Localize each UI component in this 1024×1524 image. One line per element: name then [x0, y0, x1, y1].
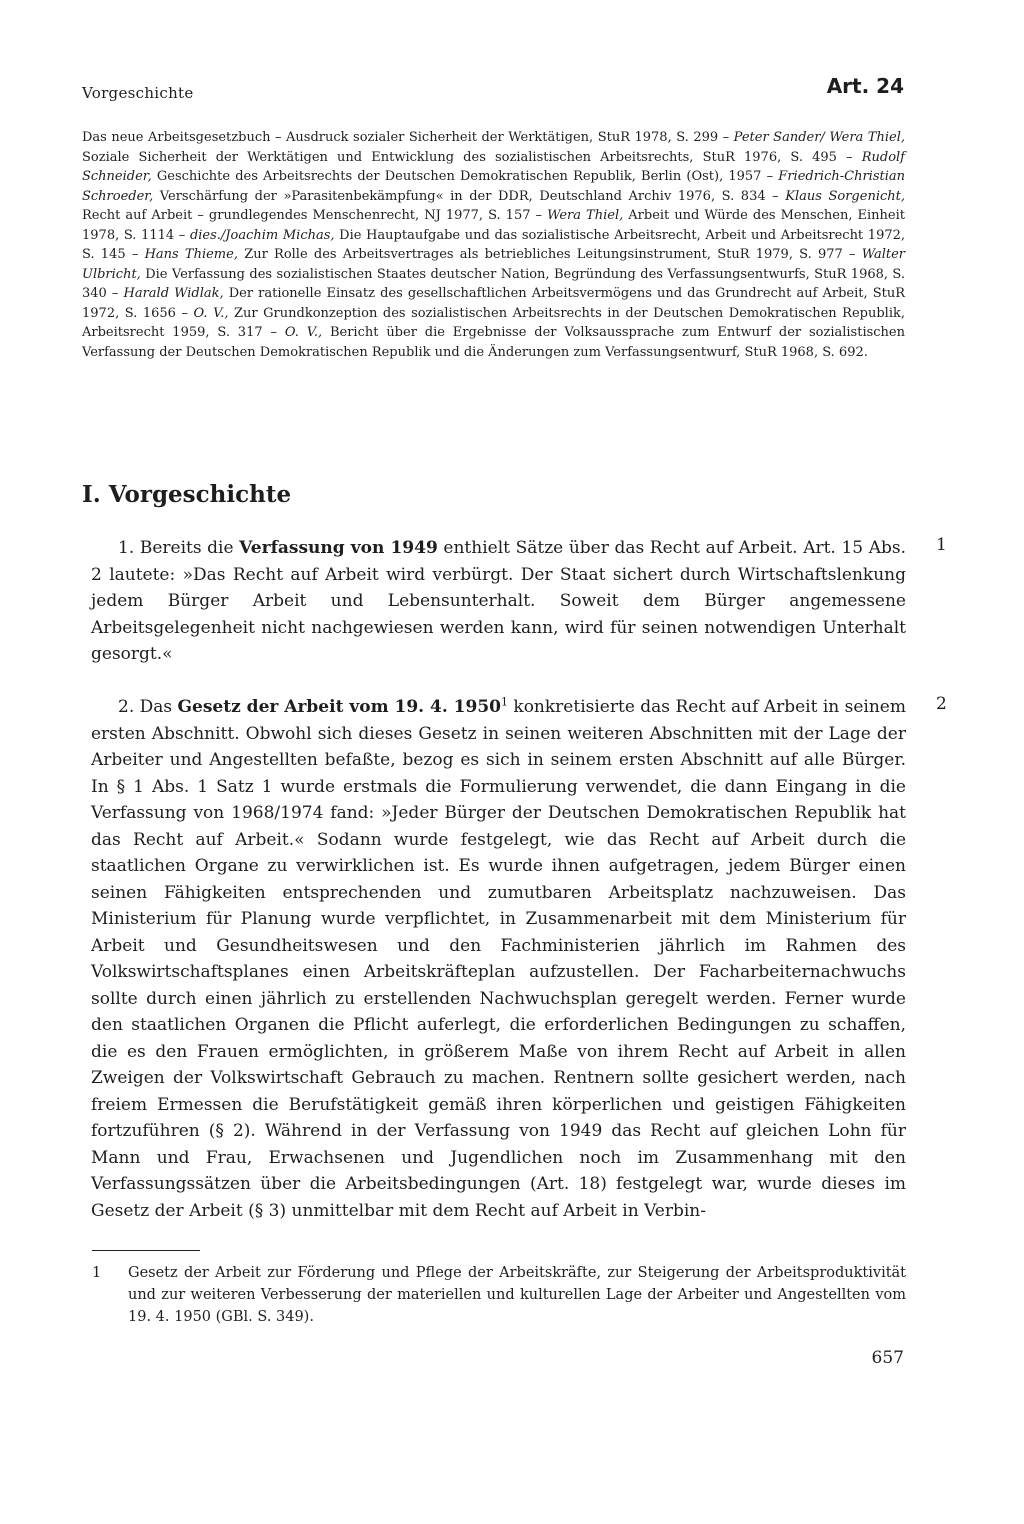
lit-author: Peter Sander/ Wera Thiel, [733, 130, 905, 145]
paragraph-emphasis: Gesetz der Arbeit vom 19. 4. 1950 [177, 697, 501, 717]
page-number: 657 [871, 1348, 904, 1368]
lit-author: Walter Ulbricht, [82, 247, 905, 282]
literature-list [82, 128, 905, 362]
paragraph-text: konkretisierte das Recht auf Arbeit in seinem ersten Abschnitt. Obwohl sich dieses Gesetz in seinen weiteren Abschnitten mit der Lage der Arbeiter und Angestellten befaßte, bezog es sich in seinem ersten Abschnitt auf alle Bürger. In § 1 Abs. 1 Satz 1 wurde erstmals die Formulierung verwendet, die dann Eingang in die Verfassung von 1968/1974 fand: »Jeder Bürger der Deutschen Demokratischen Republik hat das Recht auf Arbeit.« Sodann wurde festgelegt, wie das Recht auf Arbeit durch die staatlichen Organe zu verwirklichen ist. Es wurde ihnen aufgetragen, jedem Bürger einen seinen Fähigkeiten entsprechenden und zumutbaren Arbeitsplatz nachzuweisen. Das Ministerium für Planung wurde verpflichtet, in Zusammenarbeit mit dem Ministerium für Arbeit und Gesundheitswesen und den Fachministerien jährlich im Rahmen des Volkswirtschaftsplanes einen Arbeitskräfteplan aufzustellen. Der Facharbeiternachwuchs sollte durch einen jährlich zu erstellenden Nachwuchsplan geregelt werden. Ferner wurde den staatlichen Organen die Pflicht auferlegt, die erforderlichen Bedingungen zu schaffen, die es den Frauen ermöglichten, in größerem Maße von ihrem Recht auf Arbeit in allen Zweigen der Volkswirtschaft Gebrauch zu machen. Rentnern sollte gesichert werden, nach freiem Ermessen die Berufstätigkeit gemäß ihren körperlichen und geistigen Fähigkeiten fortzuführen (§ 2). Während in der Verfassung von 1949 das Recht auf gleichen Lohn für Mann und Frau, Erwachsenen und Jugendlichen noch im Zusammenhang mit den Verfassungssätzen über die Arbeitsbedingungen (Art. 18) festgelegt war, wurde dieses im Gesetz der Arbeit (§ 3) unmittelbar mit dem Recht auf Arbeit in Verbin- [91, 697, 906, 1221]
lit-text: Verschärfung der »Parasitenbekämpfung« in der DDR, Deutschland Archiv 1976, S. 834 – [153, 188, 786, 204]
lit-text: Zur Rolle des Arbeitsvertrages als betriebliches Leitungsinstrument, StuR 1979, S. 977 – [237, 247, 862, 262]
lit-author: Hans Thieme, [144, 247, 238, 262]
lit-text: Die Hauptaufgabe und das sozialistische Arbeitsrecht, Arbeit und Arbeitsrecht 1972, S. 145 – [82, 227, 906, 262]
margin-number-2: 2 [936, 694, 947, 714]
lit-author: dies./Joachim Michas, [189, 227, 335, 243]
paragraph-emphasis: Verfassung von 1949 [239, 538, 438, 558]
paragraph-2 [91, 694, 906, 1224]
lit-text: Arbeit und Würde des Menschen, Einheit 1978, S. 1114 – [82, 208, 906, 243]
lit-author: Klaus Sorgenicht, [785, 188, 905, 204]
lit-author: Rudolf Schneider, [82, 149, 905, 184]
margin-number-1: 1 [936, 535, 947, 555]
paragraph-text: enthielt Sätze über das Recht auf Arbeit. Art. 15 Abs. 2 lautete: »Das Recht auf Arbeit wird verbürgt. Der Staat sichert durch Wirtschaftslenkung jedem Bürger Arbeit und Lebensunterhalt. Soweit dem Bürger angemessene Arbeitsgelegenheit nicht nachgewiesen werden kann, wird für seinen notwendigen Unterhalt gesorgt.« [91, 538, 906, 664]
lit-text: Recht auf Arbeit – grundlegendes Menschenrecht, NJ 1977, S. 157 – [82, 208, 548, 223]
running-head: Vorgeschichte [82, 84, 194, 102]
footnote [92, 1262, 906, 1328]
footnote-mark: 1 [92, 1265, 102, 1281]
section-heading: I. Vorgeschichte [82, 481, 292, 508]
lit-text: Soziale Sicherheit der Werktätigen und Entwicklung des sozialistischen Arbeitsrechts, StuR 1976, S. 495 – [82, 149, 862, 165]
lit-text: Geschichte des Arbeitsrechts der Deutschen Demokratischen Republik, Berlin (Ost), 1957 – [151, 169, 779, 184]
lit-text: Die Verfassung des sozialistischen Staates deutscher Nation, Begründung des Verfassungsentwurfs, StuR 1968, S. 340 – [82, 266, 905, 301]
paragraph-text: 2. Das [118, 697, 178, 717]
lit-author: O. V., [193, 305, 229, 321]
lit-author: Friedrich-Christian Schroeder, [82, 169, 905, 204]
lit-text: Der rationelle Einsatz des gesellschaftlichen Arbeitsvermögens und das Grundrecht auf Arbeit, StuR 1972, S. 1656 – [82, 286, 906, 321]
lit-author: O. V., [284, 325, 323, 340]
footnote-divider [92, 1250, 200, 1251]
paragraph-1 [91, 535, 906, 668]
lit-text: Bericht über die Ergebnisse der Volksaussprache zum Entwurf der sozialistischen Verfassung der Deutschen Demokratischen Republik und die Änderungen zum Verfassungsentwurf, StuR 1968, S. 692. [82, 325, 905, 360]
lit-text: Zur Grundkonzeption des sozialistischen Arbeitsrechts in der Deutschen Demokratischen Republik, Arbeitsrecht 1959, S. 317 – [82, 305, 906, 340]
lit-author: Harald Widlak, [123, 286, 224, 301]
footnote-text: Gesetz der Arbeit zur Förderung und Pflege der Arbeitskräfte, zur Steigerung der Arbeitsproduktivität und zur weiteren Verbesserung der materiellen und kulturellen Lage der Arbeiter und Angestellten vom 19. 4. 1950 (GBl. S. 349). [128, 1265, 906, 1325]
paragraph-text: 1. Bereits die [118, 538, 240, 558]
article-number: Art. 24 [826, 74, 904, 98]
footnote-reference: 1 [500, 695, 508, 709]
lit-text: Das neue Arbeitsgesetzbuch – Ausdruck sozialer Sicherheit der Werktätigen, StuR 1978, S. 299 – [82, 130, 734, 145]
lit-author: Wera Thiel, [547, 208, 624, 223]
